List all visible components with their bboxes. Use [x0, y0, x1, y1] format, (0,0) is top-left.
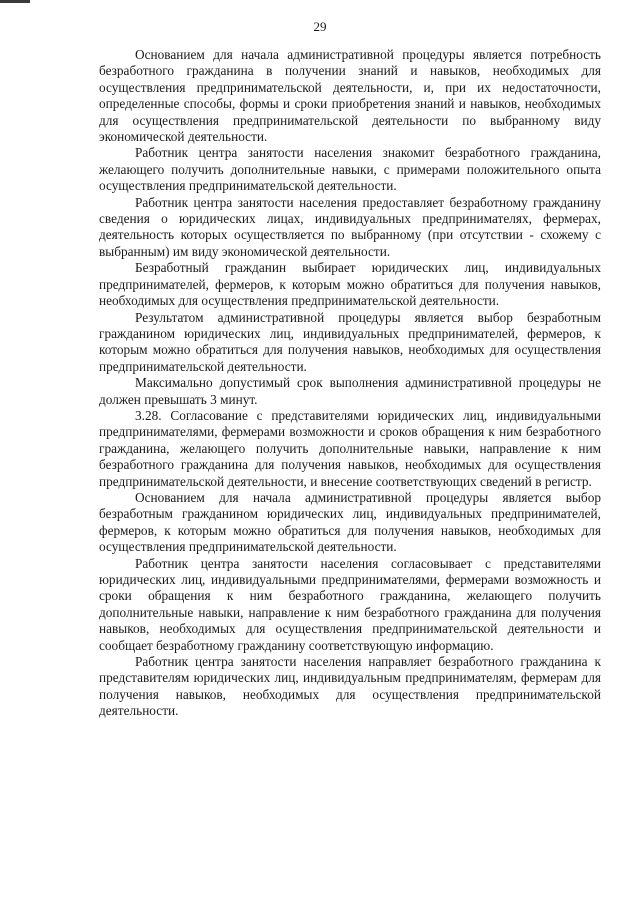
document-body [99, 47, 601, 720]
paragraph: Основанием для начала административной процедуры является потребность безработного гражданина в получении знаний и навыков, необходимых для осуществления предпринимательской деятельности, и, при их недостаточности, определенные способы, формы и сроки приобретения знаний и навыков, необходимых для осуществления предпринимательской деятельности по выбранному виду экономической деятельности. [99, 47, 601, 145]
paragraph: Работник центра занятости населения предоставляет безработному гражданину сведения о юридических лицах, индивидуальных предпринимателях, фермерах, деятельность которых осуществляется по выбранному (при отсутствии - схожему с выбранным) им виду экономической деятельности. [99, 194, 601, 259]
page-number: 29 [313, 19, 327, 34]
paragraph: Результатом административной процедуры является выбор безработным гражданином юридических лиц, индивидуальных предпринимателей, фермеров, к которым можно обратиться для получения навыков, необходимых для осуществления предпринимательской деятельности. [99, 309, 601, 374]
paragraph: Основанием для начала административной процедуры является выбор безработным гражданином юридических лиц, индивидуальных предпринимателей, фермеров, к которым можно обратиться для получения навыков, необходимых для осуществления предпринимательской деятельности. [99, 489, 601, 555]
paragraph: Максимально допустимый срок выполнения административной процедуры не должен превышать 3 минут. [99, 375, 601, 407]
paragraph: Работник центра занятости населения направляет безработного гражданина к представителям юридических лиц, индивидуальным предпринимателям, фермерам для получения навыков, необходимых для осуществления предпринимательской деятельности. [99, 654, 601, 719]
scan-corner-mark [0, 0, 30, 3]
paragraph: Безработный гражданин выбирает юридических лиц, индивидуальных предпринимателей, фермеров, к которым можно обратиться для получения навыков, необходимых для осуществления предпринимательской деятельности. [99, 260, 601, 309]
paragraph: Работник центра занятости населения согласовывает с представителями юридических лиц, индивидуальными предпринимателями, фермерами возможность и сроки обращения к ним безработного гражданина, желающего получить дополнительные навыки, направление к ним безработного гражданина для получения навыков, необходимых для осуществления предпринимательской деятельности и сообщает безработному гражданину соответствующую информацию. [99, 555, 601, 653]
paragraph: Работник центра занятости населения знакомит безработного гражданина, желающего получить дополнительные навыки, с примерами положительного опыта осуществления предпринимательской деятельности. [99, 145, 601, 194]
section-heading-paragraph: 3.28. Согласование с представителями юридических лиц, индивидуальными предпринимателями, фермерами возможности и сроков обращения к ним безработного гражданина, желающего получить дополнительные навыки, направление к ним безработного гражданина для получения навыков, необходимых для осуществления предпринимательской деятельности, и внесение соответствующих сведений в регистр. [99, 407, 601, 489]
